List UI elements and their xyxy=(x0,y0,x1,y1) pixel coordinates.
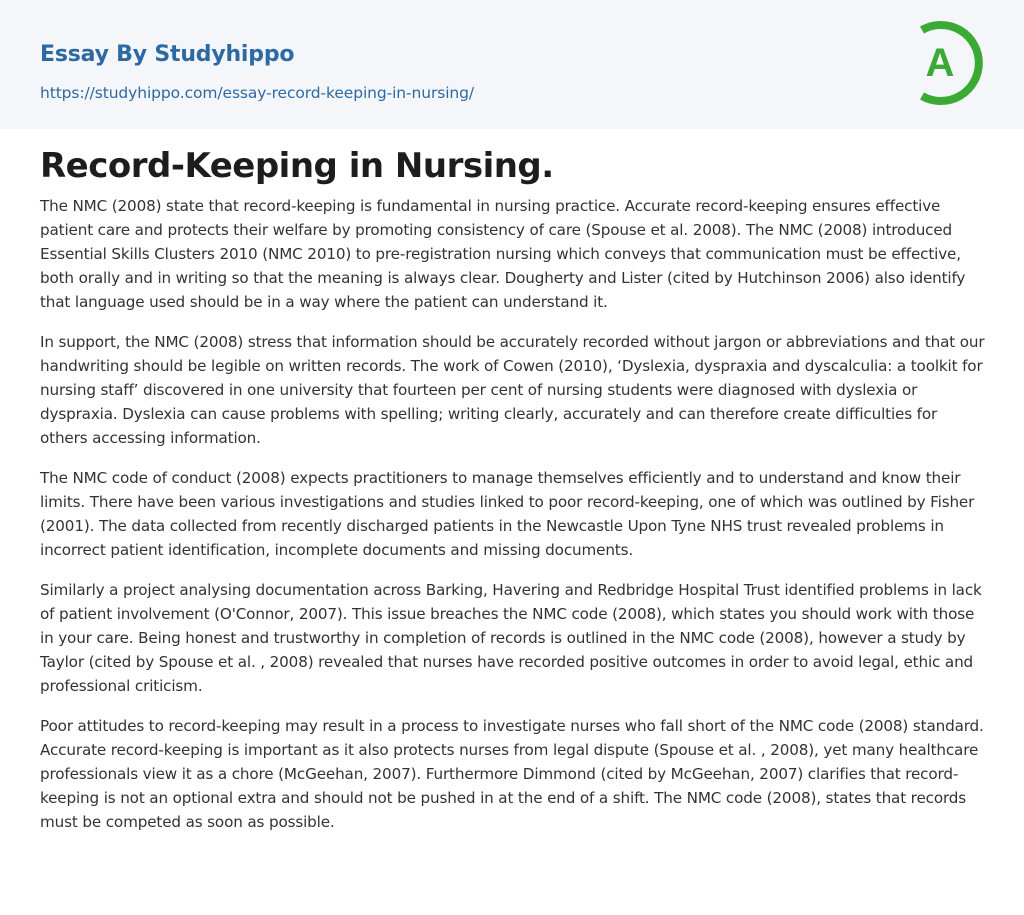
essay-paragraph: Poor attitudes to record-keeping may result in a process to investigate nurses who fall short of the NMC code (2008) standard. Accurate record-keeping is important as it also protects nurses from legal dispute (Spouse et al. , 2008), yet many healthcare professionals view it as a chore (McGeehan, 2007). Furthermore Dimmond (cited by McGeehan, 2007) clarifies that record-keeping is not an optional extra and should not be pushed in at the end of a shift. The NMC code (2008), states that records must be competed as soon as possible. xyxy=(40,717,984,831)
essay-title: Record-Keeping in Nursing. xyxy=(40,146,554,186)
site-header xyxy=(0,0,1024,129)
essay-paragraph: Similarly a project analysing documentation across Barking, Havering and Redbridge Hospital Trust identified problems in lack of patient involvement (O'Connor, 2007). This issue breaches the NMC code (2008), which states you should work with those in your care. Being honest and trustworthy in completion of records is outlined in the NMC code (2008), however a study by Taylor (cited by Spouse et al. , 2008) revealed that nurses have recorded positive outcomes in order to avoid legal, ethic and professional criticism. xyxy=(40,581,982,695)
studyhippo-logo-icon[interactable] xyxy=(910,18,990,108)
brand-title[interactable]: Essay By Studyhippo xyxy=(40,42,295,67)
essay-body xyxy=(40,194,988,850)
essay-paragraph: The NMC code of conduct (2008) expects practitioners to manage themselves efficiently and to understand and know their limits. There have been various investigations and studies linked to poor record-keeping, one of which was outlined by Fisher (2001). The data collected from recently discharged patients in the Newcastle Upon Tyne NHS trust revealed problems in incorrect patient identification, incomplete documents and missing documents. xyxy=(40,469,975,559)
essay-paragraph: In support, the NMC (2008) stress that information should be accurately recorded without jargon or abbreviations and that our handwriting should be legible on written records. The work of Cowen (2010), ‘Dyslexia, dyspraxia and dyscalculia: a toolkit for nursing staff’ discovered in one university that fourteen per cent of nursing students were diagnosed with dyslexia or dyspraxia. Dyslexia can cause problems with spelling; writing clearly, accurately and can therefore create difficulties for others accessing information. xyxy=(40,333,985,447)
essay-url-link[interactable]: https://studyhippo.com/essay-record-keeping-in-nursing/ xyxy=(40,84,475,102)
logo-letter: A xyxy=(925,41,955,85)
essay-paragraph: The NMC (2008) state that record-keeping is fundamental in nursing practice. Accurate record-keeping ensures effective patient care and protects their welfare by promoting consistency of care (Spouse et al. 2008). The NMC (2008) introduced Essential Skills Clusters 2010 (NMC 2010) to pre-registration nursing which conveys that communication must be effective, both orally and in writing so that the meaning is always clear. Dougherty and Lister (cited by Hutchinson 2006) also identify that language used should be in a way where the patient can understand it. xyxy=(40,197,966,311)
